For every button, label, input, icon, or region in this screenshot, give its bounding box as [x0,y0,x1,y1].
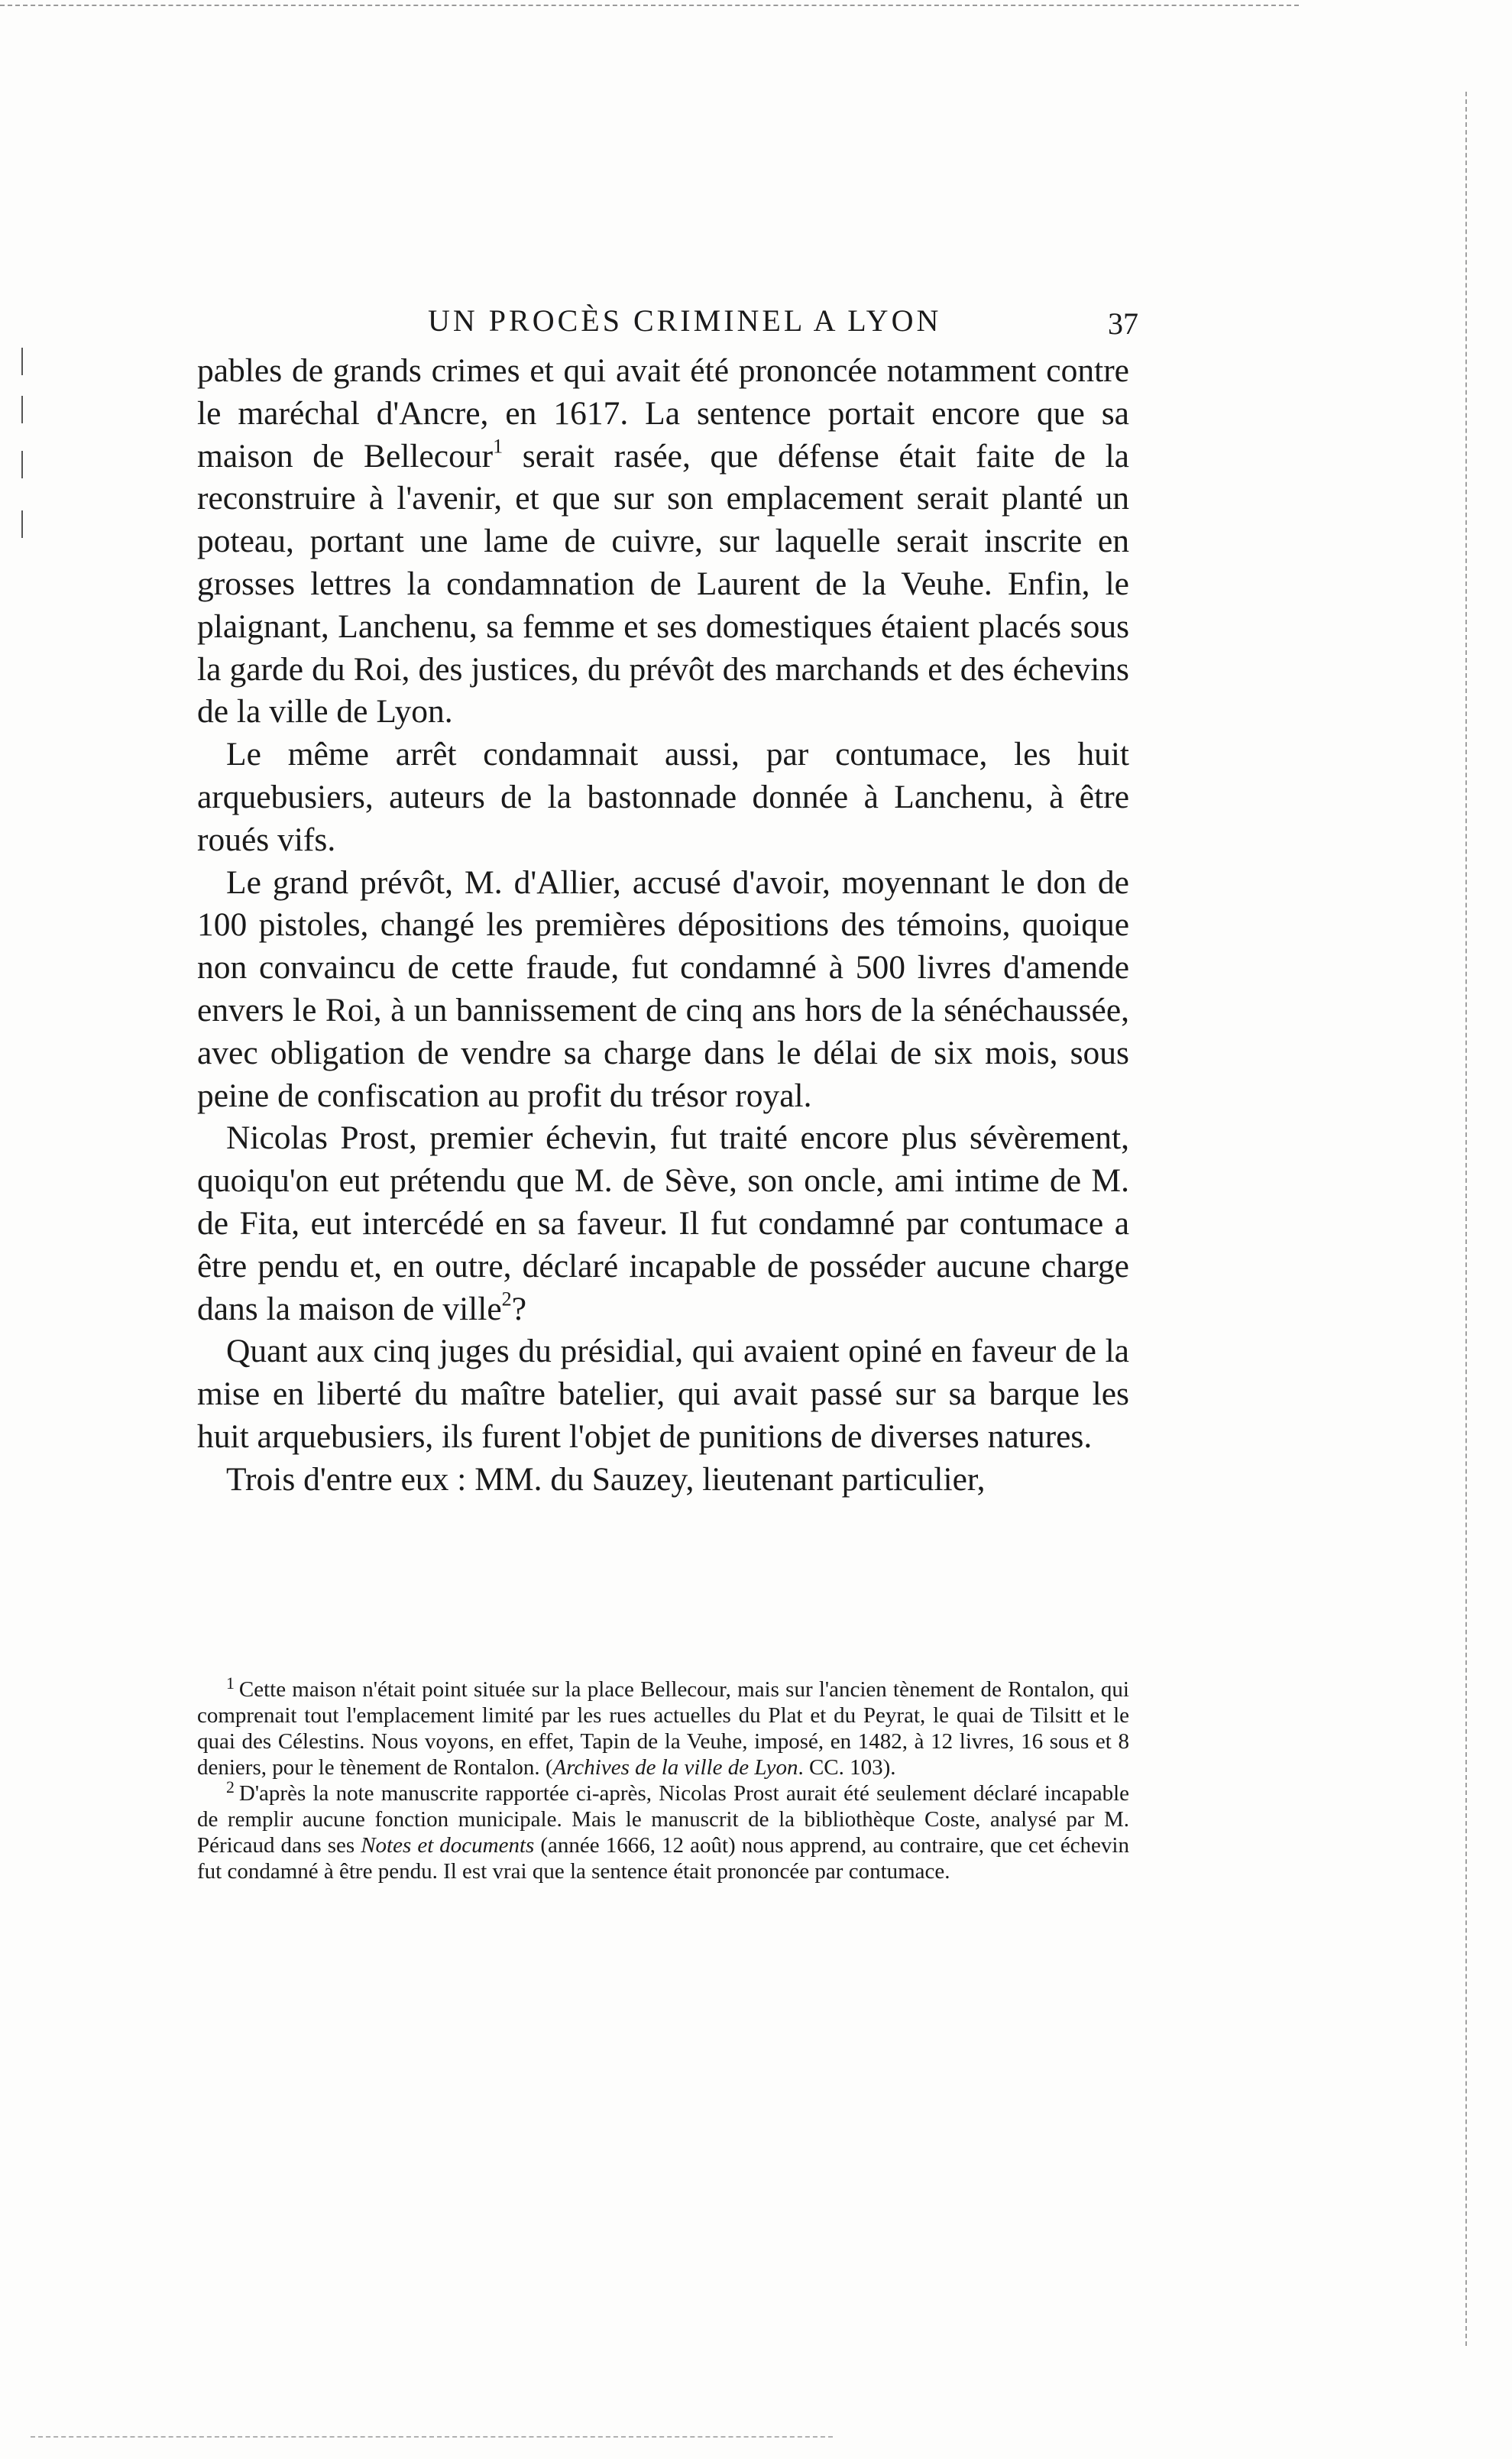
italic-citation: Archives de la ville de Lyon [552,1755,798,1780]
paragraph: Trois d'entre eux : MM. du Sauzey, lieutenant particulier, [226,1460,986,1498]
paragraph [197,1117,1129,1330]
running-title: UN PROCÈS CRIMINEL A LYON [428,303,942,338]
paragraph [197,350,1129,734]
footnote-reference: 1 [493,435,503,458]
scan-border-top [0,5,1299,6]
footnote-reference: 2 [501,1288,512,1310]
main-text [197,350,1129,1618]
footnote-number: 2 [226,1778,235,1797]
footnote-number: 1 [226,1674,235,1693]
page-number: 37 [1108,306,1138,341]
margin-mark [21,396,23,423]
text-run: . CC. 103). [798,1755,896,1780]
text-run: pables de grands crimes et qui avait été prononcée notamment contre le maréchal d'Ancre, en 1617. La sentence portait encore que sa maison de Bellecour [197,352,1129,475]
page-header [197,303,1138,342]
footnotes [197,1674,1129,1997]
margin-mark [21,451,23,478]
text-run: Nicolas Prost, premier échevin, fut traité encore plus sévèrement, quoiqu'on eut prétendu que M. de Sève, son oncle, ami intime de M. de Fita, eut intercédé en sa faveur. Il fut condamné par contumace a être pendu et, en outre, déclaré incapable de posséder aucune charge dans la maison de ville [197,1119,1129,1327]
text-run: serait rasée, que défense était faite de la reconstruire à l'avenir, et que sur son emplacement serait planté un poteau, portant une lame de cuivre, sur laquelle serait inscrite en grosses lettres la condamnation de Laurent de la Veuhe. Enfin, le plaignant, Lanchenu, sa femme et ses domestiques étaient placés sous la garde du Roi, des justices, du prévôt des marchands et des échevins de la ville de Lyon. [197,437,1129,731]
margin-mark [21,510,23,538]
footnote-2 [197,1780,1129,1884]
text-run: Cette maison n'était point située sur la place Bellecour, mais sur l'ancien tènement de Rontalon, qui comprenait tout l'emplacement limité par les rues actuelles du Plat et du Peyrat, le quai de Tilsitt et le quai des Célestins. Nous voyons, en effet, Tapin de la Veuhe, imposé, en 1482, à 12 livres, 16 sous et 8 deniers, pour le tènement de Rontalon. ( [197,1677,1129,1780]
text-run: D'après la note manuscrite rapportée ci-après, Nicolas Prost aurait été seulement déclaré incapable de remplir aucune fonction municipale. Mais le manuscrit de la bibliothèque Coste, analysé par M. Péricaud dans ses [197,1781,1129,1858]
scan-border-right [1465,92,1467,2346]
text-run: ? [511,1290,527,1327]
scan-border-bottom [31,2436,833,2438]
footnote-1 [197,1674,1129,1780]
margin-mark [21,348,23,375]
italic-citation: Notes et documents [361,1833,535,1858]
paragraph: Le grand prévôt, M. d'Allier, accusé d'avoir, moyennant le don de 100 pistoles, changé les premières dépositions des témoins, quoique non convaincu de cette fraude, fut condamné à 500 livres d'amende envers le Roi, à un bannissement de cinq ans hors de la sénéchaussée, avec obligation de vendre sa charge dans le délai de six mois, sous peine de confiscation au profit du trésor royal. [197,863,1129,1114]
paragraph: Le même arrêt condamnait aussi, par contumace, les huit arquebusiers, auteurs de la bastonnade donnée à Lanchenu, à être roués vifs. [197,736,1129,858]
paragraph: Quant aux cinq juges du présidial, qui avaient opiné en faveur de la mise en liberté du maître batelier, qui avait passé sur sa barque les huit arquebusiers, ils furent l'objet de punitions de diverses natures. [197,1333,1129,1455]
text-run: (année 1666, 12 août) nous apprend, au contraire, que cet échevin fut condamné à être pendu. Il est vrai que la sentence était prononcée par contumace. [197,1833,1129,1884]
